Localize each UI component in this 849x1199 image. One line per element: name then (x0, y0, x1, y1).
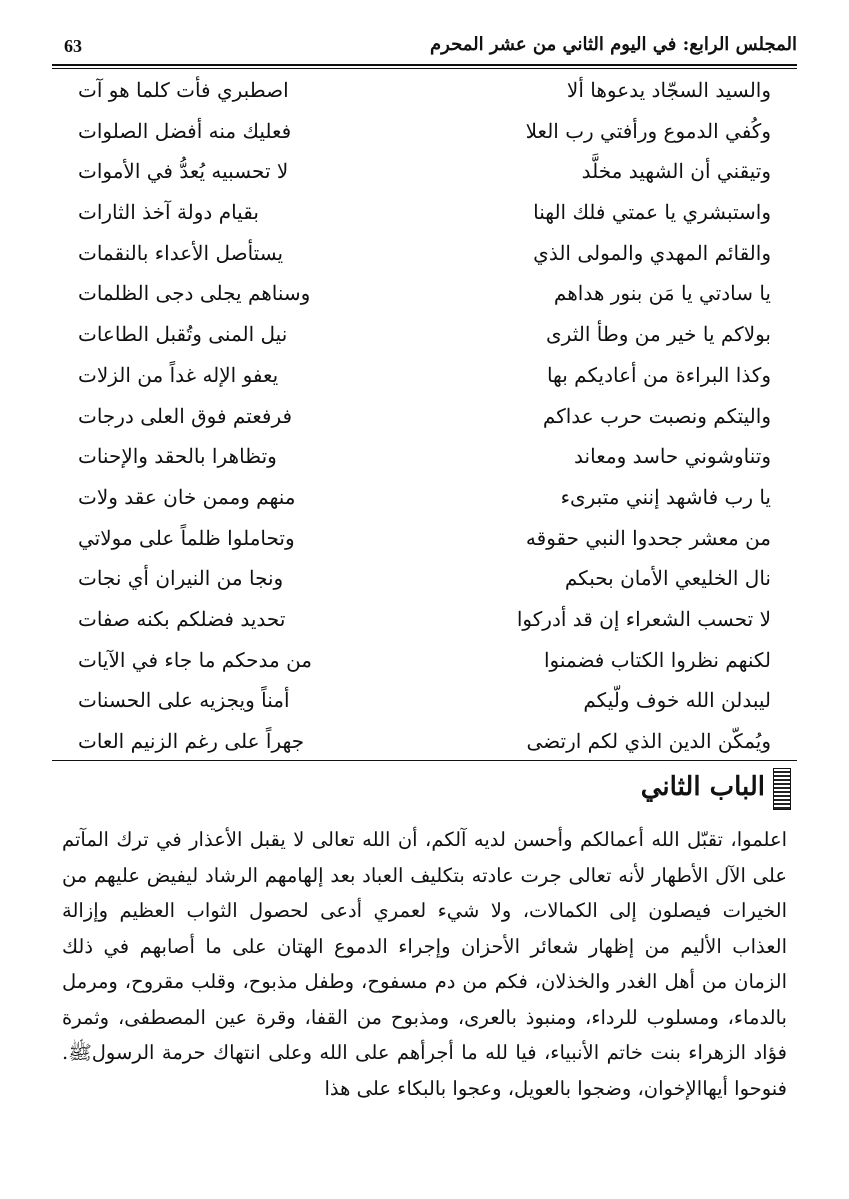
verse-second-hemistich: منهم وممن خان عقد ولات (78, 484, 296, 509)
verse-second-hemistich: وتظاهرا بالحقد والإحنات (78, 444, 277, 469)
verse-first-hemistich: يا سادتي يا مَن بنور هداهم (553, 281, 771, 306)
chapter-title: الباب الثاني (640, 772, 765, 802)
verse-first-hemistich: وكذا البراءة من أعاديكم بها (546, 362, 771, 387)
verse-line (78, 721, 771, 762)
verse-first-hemistich: بولاكم يا خير من وطأ الثرى (546, 322, 771, 347)
verse-first-hemistich: واستبشري يا عمتي فلك الهنا (533, 200, 771, 225)
verse-second-hemistich: فرفعتم فوق العلى درجات (78, 403, 293, 428)
verse-first-hemistich: واليتكم ونصبت حرب عداكم (542, 403, 771, 428)
verse-first-hemistich: ليبدلن الله خوف ولّيكم (583, 688, 771, 713)
verse-line (78, 151, 771, 192)
page-number: 63 (64, 36, 82, 56)
verse-second-hemistich: بقيام دولة آخذ الثارات (78, 200, 259, 225)
verse-first-hemistich: ويُمكّن الدين الذي لكم ارتضى (526, 729, 771, 753)
verse-line (78, 680, 771, 721)
verse-line (78, 518, 771, 559)
verse-line (78, 273, 771, 314)
verse-second-hemistich: من مدحكم ما جاء في الآيات (78, 647, 313, 672)
body-paragraph: اعلموا، تقبّل الله أعمالكم وأحسن لديه آلكم، أن الله تعالى لا يقبل الأعذار في ترك المآتم على الآل الأطهار لأنه تعالى جرت عادته بتكليف العباد بعد إلهامهم الرشاد ليفيض عليهم من الخيرات فيصلون إلى الكمالات، ولا شيء لعمري أدعى لحصول الثواب العظيم وإزالة العذاب الأليم من إظهار شعائر الأحزان وإجراء الدموع الهتان على ما أصابهم في ذلك الزمان من أهل الغدر والخذلان، فكم من دم مسفوح، وطفل مذبوح، وقلب مقروح، ومرمل بالدماء، ومسلوب للرداء، ومنبوذ بالعرى، ومذبوح من القفا، وقرة عين المصطفى، وثمرة فؤاد الزهراء بنت خاتم الأنبياء، فيا لله ما أجرأهم على الله وعلى انتهاك حرمة الرسولﷺ. فنوحوا أيهاالإخوان، وضجوا بالعويل، وعجوا بالبكاء على هذا (62, 828, 787, 1100)
verse-line (78, 436, 771, 477)
verse-line (78, 111, 771, 152)
chapter-marker-icon (773, 768, 791, 810)
verse-line (78, 396, 771, 437)
verse-line (78, 558, 771, 599)
verse-second-hemistich: وسناهم يجلى دجى الظلمات (78, 281, 311, 306)
verse-second-hemistich: يعفو الإله غداً من الزلات (78, 362, 279, 387)
verse-line (78, 233, 771, 274)
verse-first-hemistich: من معشر جحدوا النبي حقوقه (525, 525, 771, 550)
verse-first-hemistich: وتيقني أن الشهيد مخلَّد (581, 159, 771, 184)
verse-line (78, 192, 771, 233)
verse-line (78, 314, 771, 355)
verse-first-hemistich: لكنهم نظروا الكتاب فضمنوا (543, 647, 771, 672)
verse-line (78, 355, 771, 396)
verse-second-hemistich: نيل المنى وتُقبل الطاعات (78, 322, 288, 347)
verse-first-hemistich: وتناوشوني حاسد ومعاند (574, 444, 771, 469)
header-rule (52, 64, 797, 66)
verse-first-hemistich: نال الخليعي الأمان بحبكم (564, 566, 771, 591)
verse-first-hemistich: لا تحسب الشعراء إن قد أدركوا (516, 606, 771, 631)
header-rule-thin (52, 68, 797, 69)
verse-second-hemistich: فعليك منه أفضل الصلوات (78, 118, 292, 143)
verse-second-hemistich: لا تحسبيه يُعدُّ في الأموات (78, 159, 289, 184)
verse-first-hemistich: والسيد السجّاد يدعوها ألا (566, 78, 771, 102)
verse-second-hemistich: أمناً ويجزيه على الحسنات (78, 688, 290, 713)
poem (78, 70, 771, 762)
verse-second-hemistich: تحديد فضلكم بكنه صفات (78, 606, 286, 631)
verse-line (78, 640, 771, 681)
verse-line (78, 599, 771, 640)
chapter-heading (611, 768, 791, 810)
verse-second-hemistich: وتحاملوا ظلماً على مولاتي (78, 525, 295, 550)
verse-second-hemistich: اصطبري فأت كلما هو آت (78, 78, 289, 102)
verse-second-hemistich: يستأصل الأعداء بالنقمات (78, 240, 284, 265)
page-header (52, 28, 797, 62)
running-title: المجلس الرابع: في اليوم الثاني من عشر المحرم (430, 34, 797, 55)
verse-line (78, 70, 771, 111)
verse-second-hemistich: ونجا من النيران أي نجات (78, 566, 284, 591)
poem-divider (52, 760, 797, 761)
verse-first-hemistich: والقائم المهدي والمولى الذي (533, 240, 771, 265)
verse-first-hemistich: وكُفي الدموع ورأفتي رب العلا (525, 118, 771, 143)
verse-first-hemistich: يا رب فاشهد إنني متبرىء (560, 484, 771, 509)
verse-line (78, 477, 771, 518)
verse-second-hemistich: جهراً على رغم الزنيم العات (78, 729, 305, 753)
